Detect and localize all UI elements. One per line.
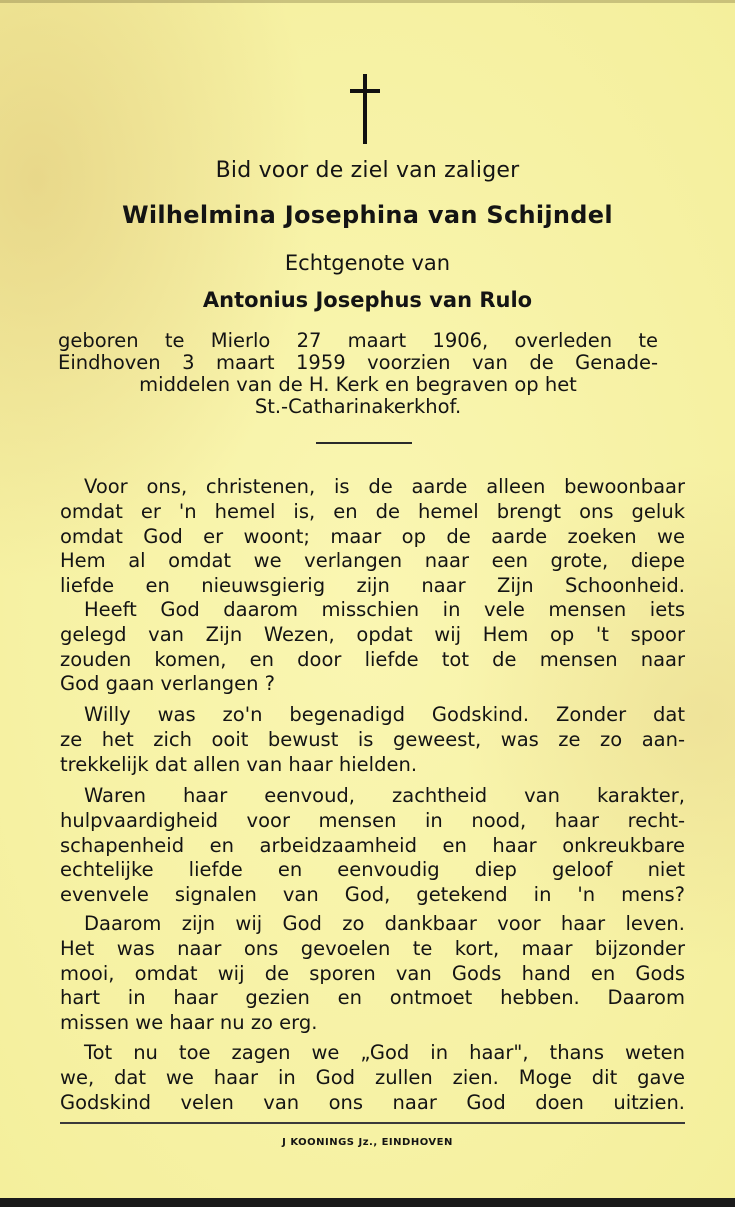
bio-line: St.-Catharinakerkhof. [254, 395, 462, 418]
text-line: zouden komen, en door liefde tot de mensen naar [60, 647, 685, 671]
text-line: Voor ons, christenen, is de aarde alleen bewoonbaar [84, 475, 685, 498]
paragraph-4 [60, 784, 685, 908]
bio-line: geboren te Mierlo 27 maart 1906, overleden te [58, 329, 658, 352]
text-line: echtelijke liefde en eenvoudig diep geloof niet [60, 858, 685, 882]
text-line: Willy was zo'n begenadigd Godskind. Zonder dat [84, 703, 685, 726]
text-line: omdat er 'n hemel is, en de hemel brengt ons geluk [60, 499, 685, 523]
text-line: evenvele signalen van God, getekend in 'n mens? [60, 883, 685, 907]
printer-imprint: J KOONINGS Jz., EINDHOVEN [282, 1137, 453, 1148]
divider-long [60, 1122, 685, 1124]
text-line: omdat God er woont; maar op de aarde zoeken we [60, 524, 685, 548]
paragraph-1 [60, 475, 685, 599]
paragraph-2 [60, 598, 685, 697]
text-line: hart in haar gezien en ontmoet hebben. Daarom [60, 986, 685, 1010]
text-line: trekkelijk dat allen van haar hielden. [60, 752, 418, 776]
text-line: Daarom zijn wij God zo dankbaar voor haar leven. [84, 912, 685, 935]
spouse-name: Antonius Josephus van Rulo [202, 288, 533, 312]
text-line: liefde en nieuwsgierig zijn naar Zijn Schoonheid. [60, 574, 685, 598]
deceased-name: Wilhelmina Josephina van Schijndel [122, 201, 613, 229]
text-line: Waren haar eenvoud, zachtheid van karakter, [84, 784, 685, 807]
text-line: ze het zich ooit bewust is geweest, was ze zo aan- [60, 727, 685, 751]
divider-short [316, 442, 412, 444]
text-line: Tot nu toe zagen we „God in haar", thans weten [84, 1041, 685, 1064]
text-line: Het was naar ons gevoelen te kort, maar bijzonder [60, 936, 685, 960]
bio-line: middelen van de H. Kerk en begraven op het [139, 373, 577, 396]
paragraph-5 [60, 912, 685, 1036]
text-line: we, dat we haar in God zullen zien. Moge dit gave [60, 1065, 685, 1089]
text-line: God gaan verlangen ? [60, 672, 276, 696]
text-line: Godskind velen van ons naar God doen uitzien. [60, 1090, 685, 1114]
text-line: hulpvaardigheid voor mensen in nood, haar recht- [60, 808, 685, 832]
pray-line: Bid voor de ziel van zaliger [215, 158, 520, 183]
paragraph-3 [60, 703, 685, 777]
paragraph-6 [60, 1041, 685, 1115]
text-line: schapenheid en arbeidzaamheid en haar onkreukbare [60, 833, 685, 857]
spouse-label: Echtgenote van [284, 251, 451, 275]
text-line: gelegd van Zijn Wezen, opdat wij Hem op 't spoor [60, 622, 685, 646]
bio-line: Eindhoven 3 maart 1959 voorzien van de Genade- [58, 351, 658, 374]
text-line: Heeft God daarom misschien in vele mensen iets [84, 598, 685, 621]
text-line: mooi, omdat wij de sporen van Gods hand en Gods [60, 961, 685, 985]
text-line: missen we haar nu zo erg. [60, 1011, 318, 1035]
text-line: Hem al omdat we verlangen naar een grote, diepe [60, 549, 685, 573]
cross-icon [350, 74, 380, 144]
birth-death-details [58, 330, 658, 418]
